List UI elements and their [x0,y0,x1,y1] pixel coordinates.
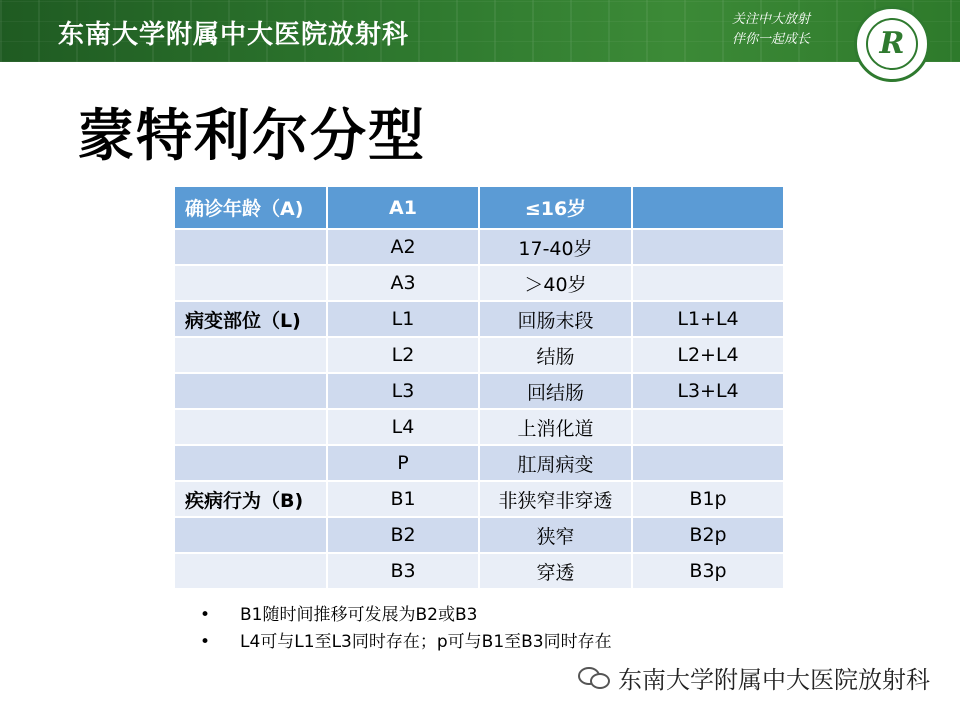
table-cell-modifier: B2p [632,517,784,553]
table-row [174,265,784,301]
table-cell-modifier: L3+L4 [632,373,784,409]
table-cell-description: 17-40岁 [479,229,632,265]
table-cell-code: B1 [327,481,479,517]
table-cell-modifier [632,409,784,445]
table-cell-modifier: L1+L4 [632,301,784,337]
table-row [174,517,784,553]
table-cell-code: A1 [327,186,479,229]
table-cell-category: 确诊年龄（A) [174,186,327,229]
table-cell-category [174,409,327,445]
logo-inner-ring [866,18,918,70]
page-title: 蒙特利尔分型 [78,104,426,169]
table-row [174,186,784,229]
table-cell-code: P [327,445,479,481]
table-cell-description: ≤16岁 [479,186,632,229]
table-row [174,337,784,373]
table-cell-category: 病变部位（L) [174,301,327,337]
table-cell-code: L4 [327,409,479,445]
table-cell-description: 穿透 [479,553,632,589]
note-text: L4可与L1至L3同时存在；p可与B1至B3同时存在 [240,632,612,652]
table-cell-description: ＞40岁 [479,265,632,301]
notes-list [200,602,612,656]
table-cell-modifier: L2+L4 [632,337,784,373]
table-cell-category [174,373,327,409]
table-cell-code: L1 [327,301,479,337]
note-text: B1随时间推移可发展为B2或B3 [240,605,478,625]
table-cell-code: B3 [327,553,479,589]
table-row [174,481,784,517]
table-cell-code: A3 [327,265,479,301]
table-cell-description: 结肠 [479,337,632,373]
table-cell-category [174,517,327,553]
header-slogan [700,10,810,50]
table-cell-category: 疾病行为（B) [174,481,327,517]
table-row [174,229,784,265]
slogan-line-2: 伴你一起成长 [731,32,810,47]
montreal-classification-table [173,185,785,590]
table-row [174,409,784,445]
table-cell-description: 上消化道 [479,409,632,445]
table-cell-code: L3 [327,373,479,409]
table-cell-modifier [632,445,784,481]
table-cell-description: 狭窄 [479,517,632,553]
table-cell-category [174,553,327,589]
table-row [174,373,784,409]
table-cell-modifier: B1p [632,481,784,517]
header-title: 东南大学附属中大医院放射科 [58,20,410,50]
table-cell-code: B2 [327,517,479,553]
hospital-logo-icon [854,6,930,82]
table-cell-category [174,265,327,301]
table-cell-modifier [632,265,784,301]
table-cell-description: 回结肠 [479,373,632,409]
header-bar [0,0,960,62]
table-row [174,553,784,589]
bullet-icon: • [200,632,211,652]
table-cell-code: L2 [327,337,479,373]
watermark [578,660,930,695]
list-item [200,629,612,656]
table-cell-category [174,337,327,373]
wechat-icon [578,665,612,691]
table-cell-modifier [632,229,784,265]
watermark-text: 东南大学附属中大医院放射科 [618,666,930,694]
bullet-icon: • [200,605,211,625]
table-cell-description: 非狭窄非穿透 [479,481,632,517]
table-cell-modifier: B3p [632,553,784,589]
table-cell-category [174,229,327,265]
table-row [174,445,784,481]
table-cell-description: 回肠末段 [479,301,632,337]
table-cell-code: A2 [327,229,479,265]
slogan-line-1: 关注中大放射 [731,12,810,27]
table-cell-modifier [632,186,784,229]
logo-mark: R [879,26,905,61]
table-cell-description: 肛周病变 [479,445,632,481]
list-item [200,602,612,629]
table-row [174,301,784,337]
table-cell-category [174,445,327,481]
